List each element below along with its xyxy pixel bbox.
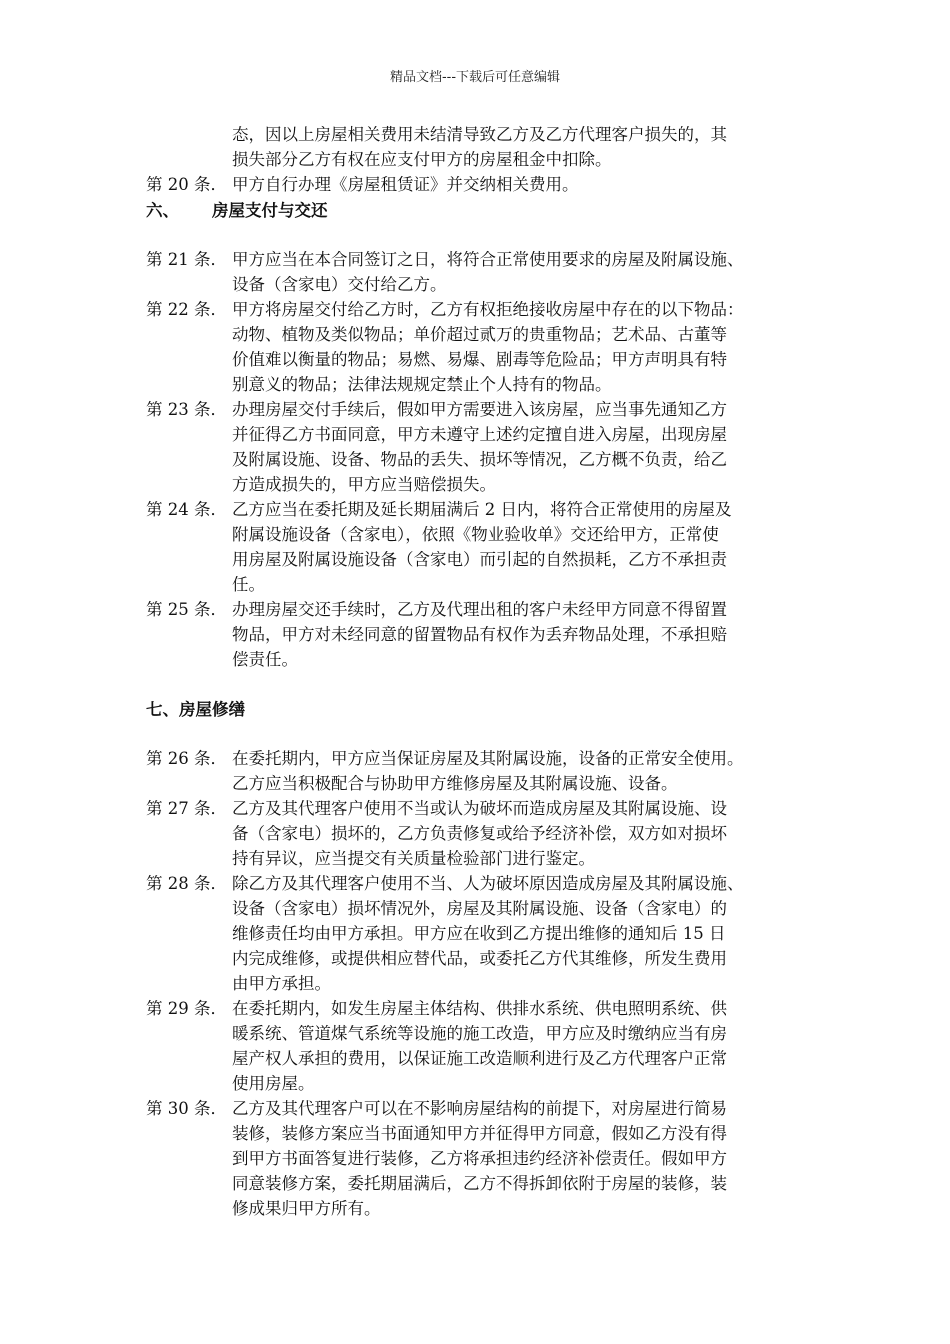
text-line: 设备（含家电）交付给乙方。 bbox=[232, 275, 447, 294]
text-line: 由甲方承担。 bbox=[232, 974, 331, 993]
text-line: 乙方应当积极配合与协助甲方维修房屋及其附属设施、设备。 bbox=[232, 774, 678, 793]
article-24 bbox=[146, 497, 836, 597]
section-title: 七、房屋修缮 bbox=[146, 700, 245, 719]
text-line: 持有异议，应当提交有关质量检验部门进行鉴定。 bbox=[232, 849, 595, 868]
article-20 bbox=[146, 172, 836, 197]
text-line: 用房屋及附属设施设备（含家电）而引起的自然损耗，乙方不承担责 bbox=[232, 550, 727, 569]
text-line: 并征得乙方书面同意，甲方未遵守上述约定擅自进入房屋，出现房屋 bbox=[232, 425, 727, 444]
text-line: 及附属设施、设备、物品的丢失、损坏等情况，乙方概不负责，给乙 bbox=[232, 450, 727, 469]
text-line: 态，因以上房屋相关费用未结清导致乙方及乙方代理客户损失的，其 bbox=[232, 125, 727, 144]
text-line: 暖系统、管道煤气系统等设施的施工改造，甲方应及时缴纳应当有房 bbox=[232, 1024, 727, 1043]
text-line: 别意义的物品；法律法规规定禁止个人持有的物品。 bbox=[232, 375, 612, 394]
article-28 bbox=[146, 871, 836, 996]
article-number: 第 28 条． bbox=[146, 874, 227, 893]
text-line: 乙方及其代理客户可以在不影响房屋结构的前提下，对房屋进行简易 bbox=[232, 1099, 727, 1118]
text-line: 偿责任。 bbox=[232, 650, 298, 669]
article-27 bbox=[146, 796, 836, 871]
section-7-heading bbox=[146, 697, 245, 722]
text-line: 内完成维修，或提供相应替代品，或委托乙方代其维修，所发生费用 bbox=[232, 949, 727, 968]
article-30 bbox=[146, 1096, 836, 1221]
text-line: 乙方应当在委托期及延长期届满后 2 日内，将符合正常使用的房屋及 bbox=[232, 500, 732, 519]
text-line: 动物、植物及类似物品；单价超过贰万的贵重物品；艺术品、古董等 bbox=[232, 325, 727, 344]
article-number: 第 27 条． bbox=[146, 799, 227, 818]
text-line: 办理房屋交付手续后，假如甲方需要进入该房屋，应当事先通知乙方 bbox=[232, 400, 727, 419]
text-line: 任。 bbox=[232, 575, 265, 594]
text-line: 除乙方及其代理客户使用不当、人为破坏原因造成房屋及其附属设施、 bbox=[232, 874, 744, 893]
text-line: 甲方应当在本合同签订之日，将符合正常使用要求的房屋及附属设施、 bbox=[232, 250, 744, 269]
article-26 bbox=[146, 746, 836, 796]
article-number: 第 24 条． bbox=[146, 500, 227, 519]
section-title: 房屋支付与交还 bbox=[212, 201, 328, 220]
article-25 bbox=[146, 597, 836, 672]
text-line: 甲方将房屋交付给乙方时，乙方有权拒绝接收房屋中存在的以下物品： bbox=[232, 300, 744, 319]
article-number: 第 20 条． bbox=[146, 175, 227, 194]
text-line: 乙方及其代理客户使用不当或认为破坏而造成房屋及其附属设施、设 bbox=[232, 799, 727, 818]
article-number: 第 26 条． bbox=[146, 749, 227, 768]
text-line: 备（含家电）损坏的，乙方负责修复或给予经济补偿，双方如对损坏 bbox=[232, 824, 727, 843]
text-line: 价值难以衡量的物品；易燃、易爆、剧毒等危险品；甲方声明具有特 bbox=[232, 350, 727, 369]
page-header: 精品文档---下载后可任意编辑 bbox=[389, 70, 561, 85]
text-line: 办理房屋交还手续时，乙方及代理出租的客户未经甲方同意不得留置 bbox=[232, 600, 727, 619]
article-22 bbox=[146, 297, 836, 397]
article-number: 第 30 条． bbox=[146, 1099, 227, 1118]
text-line: 物品，甲方对未经同意的留置物品有权作为丢弃物品处理，不承担赔 bbox=[232, 625, 727, 644]
text-line: 设备（含家电）损坏情况外，房屋及其附属设施、设备（含家电）的 bbox=[232, 899, 727, 918]
text-line: 修成果归甲方所有。 bbox=[232, 1199, 381, 1218]
article-23 bbox=[146, 397, 836, 497]
text-line: 方造成损失的，甲方应当赔偿损失。 bbox=[232, 475, 496, 494]
text-line: 在委托期内，甲方应当保证房屋及其附属设施，设备的正常安全使用。 bbox=[232, 749, 744, 768]
article-29 bbox=[146, 996, 836, 1096]
text-line: 屋产权人承担的费用，以保证施工改造顺利进行及乙方代理客户正常 bbox=[232, 1049, 727, 1068]
text-line: 甲方自行办理《房屋租赁证》并交纳相关费用。 bbox=[232, 175, 579, 194]
text-line: 到甲方书面答复进行装修，乙方将承担违约经济补偿责任。假如甲方 bbox=[232, 1149, 727, 1168]
text-line: 在委托期内，如发生房屋主体结构、供排水系统、供电照明系统、供 bbox=[232, 999, 727, 1018]
text-line: 同意装修方案，委托期届满后，乙方不得拆卸依附于房屋的装修，装 bbox=[232, 1174, 727, 1193]
section-6-heading bbox=[146, 198, 328, 223]
text-line: 损失部分乙方有权在应支付甲方的房屋租金中扣除。 bbox=[232, 150, 612, 169]
text-line: 使用房屋。 bbox=[232, 1074, 315, 1093]
article-21 bbox=[146, 247, 836, 297]
section-number: 六、 bbox=[146, 201, 179, 220]
article-number: 第 23 条． bbox=[146, 400, 227, 419]
intro-paragraph bbox=[146, 122, 836, 172]
text-line: 附属设施设备（含家电），依照《物业验收单》交还给甲方，正常使 bbox=[232, 525, 719, 544]
article-number: 第 21 条． bbox=[146, 250, 227, 269]
article-number: 第 22 条． bbox=[146, 300, 227, 319]
text-line: 维修责任均由甲方承担。甲方应在收到乙方提出维修的通知后 15 日 bbox=[232, 924, 726, 943]
text-line: 装修，装修方案应当书面通知甲方并征得甲方同意，假如乙方没有得 bbox=[232, 1124, 727, 1143]
article-number: 第 25 条． bbox=[146, 600, 227, 619]
article-number: 第 29 条． bbox=[146, 999, 227, 1018]
